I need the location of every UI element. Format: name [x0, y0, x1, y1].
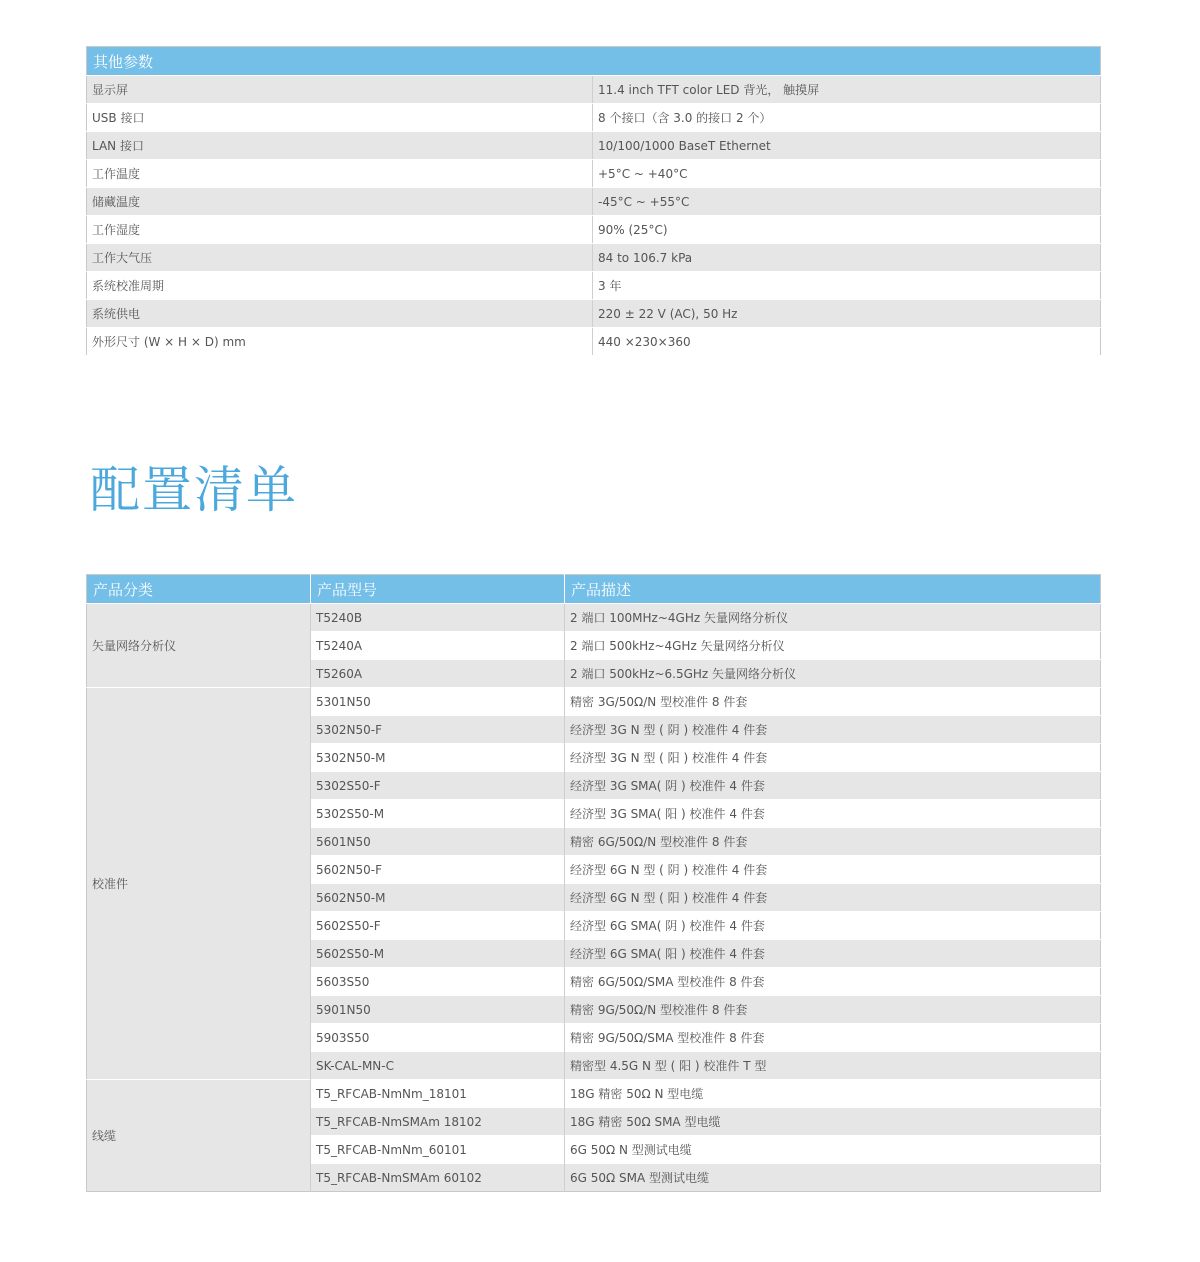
config-description: 精密 6G/50Ω/SMA 型校准件 8 件套: [565, 968, 1101, 996]
config-description: 18G 精密 50Ω N 型电缆: [565, 1080, 1101, 1108]
config-description: 经济型 6G N 型 ( 阳 ) 校准件 4 件套: [565, 884, 1101, 912]
config-model: 5901N50: [311, 996, 565, 1024]
param-value: 10/100/1000 BaseT Ethernet: [593, 132, 1101, 160]
param-row: [87, 160, 1101, 188]
param-value: 90% (25°C): [593, 216, 1101, 244]
other-params-header: 其他参数: [87, 47, 1101, 76]
config-model: 5602S50-F: [311, 912, 565, 940]
config-description: 经济型 3G N 型 ( 阴 ) 校准件 4 件套: [565, 716, 1101, 744]
config-category: 校准件: [87, 688, 311, 1080]
config-description: 精密 9G/50Ω/N 型校准件 8 件套: [565, 996, 1101, 1024]
param-label: 系统校准周期: [87, 272, 593, 300]
param-value: 220 ± 22 V (AC), 50 Hz: [593, 300, 1101, 328]
param-row: [87, 188, 1101, 216]
param-row: [87, 272, 1101, 300]
config-model: T5240A: [311, 632, 565, 660]
param-label: 工作温度: [87, 160, 593, 188]
config-list-title: 配置清单: [90, 461, 298, 519]
config-model: 5302S50-F: [311, 772, 565, 800]
config-row: [87, 604, 1101, 632]
param-label: 系统供电: [87, 300, 593, 328]
config-model: 5301N50: [311, 688, 565, 716]
config-description: 2 端口 500kHz~6.5GHz 矢量网络分析仪: [565, 660, 1101, 688]
config-model: T5_RFCAB-NmNm_18101: [311, 1080, 565, 1108]
config-description: 经济型 3G SMA( 阳 ) 校准件 4 件套: [565, 800, 1101, 828]
config-description: 经济型 3G SMA( 阴 ) 校准件 4 件套: [565, 772, 1101, 800]
config-description: 2 端口 100MHz~4GHz 矢量网络分析仪: [565, 604, 1101, 632]
config-description: 经济型 3G N 型 ( 阳 ) 校准件 4 件套: [565, 744, 1101, 772]
config-description: 精密 3G/50Ω/N 型校准件 8 件套: [565, 688, 1101, 716]
config-row: [87, 688, 1101, 716]
param-row: [87, 104, 1101, 132]
config-model: 5602N50-F: [311, 856, 565, 884]
param-row: [87, 76, 1101, 104]
param-label: LAN 接口: [87, 132, 593, 160]
config-model: 5601N50: [311, 828, 565, 856]
config-model: 5602S50-M: [311, 940, 565, 968]
param-value: -45°C ~ +55°C: [593, 188, 1101, 216]
config-description: 经济型 6G N 型 ( 阴 ) 校准件 4 件套: [565, 856, 1101, 884]
config-description: 精密型 4.5G N 型 ( 阳 ) 校准件 T 型: [565, 1052, 1101, 1080]
param-value: 3 年: [593, 272, 1101, 300]
config-model: 5302N50-M: [311, 744, 565, 772]
param-row: [87, 328, 1101, 356]
param-value: 84 to 106.7 kPa: [593, 244, 1101, 272]
config-model: T5240B: [311, 604, 565, 632]
param-label: 工作大气压: [87, 244, 593, 272]
other-params-table: [86, 46, 1101, 356]
param-value: +5°C ~ +40°C: [593, 160, 1101, 188]
param-row: [87, 132, 1101, 160]
config-model: 5302S50-M: [311, 800, 565, 828]
config-description: 6G 50Ω SMA 型测试电缆: [565, 1164, 1101, 1192]
header-description: 产品描述: [565, 575, 1101, 604]
param-value: 440 ×230×360: [593, 328, 1101, 356]
config-description: 18G 精密 50Ω SMA 型电缆: [565, 1108, 1101, 1136]
config-description: 6G 50Ω N 型测试电缆: [565, 1136, 1101, 1164]
header-category: 产品分类: [87, 575, 311, 604]
param-value: 11.4 inch TFT color LED 背光， 触摸屏: [593, 76, 1101, 104]
config-category: 线缆: [87, 1080, 311, 1192]
config-model: SK-CAL-MN-C: [311, 1052, 565, 1080]
config-model: 5302N50-F: [311, 716, 565, 744]
config-model: T5_RFCAB-NmSMAm 18102: [311, 1108, 565, 1136]
config-description: 经济型 6G SMA( 阴 ) 校准件 4 件套: [565, 912, 1101, 940]
config-description: 精密 9G/50Ω/SMA 型校准件 8 件套: [565, 1024, 1101, 1052]
config-model: T5_RFCAB-NmNm_60101: [311, 1136, 565, 1164]
param-label: 储藏温度: [87, 188, 593, 216]
param-label: 显示屏: [87, 76, 593, 104]
config-model: 5603S50: [311, 968, 565, 996]
config-model: 5602N50-M: [311, 884, 565, 912]
param-row: [87, 244, 1101, 272]
config-model: T5260A: [311, 660, 565, 688]
header-model: 产品型号: [311, 575, 565, 604]
config-category: 矢量网络分析仪: [87, 604, 311, 688]
param-label: USB 接口: [87, 104, 593, 132]
config-model: 5903S50: [311, 1024, 565, 1052]
config-model: T5_RFCAB-NmSMAm 60102: [311, 1164, 565, 1192]
param-label: 外形尺寸 (W × H × D) mm: [87, 328, 593, 356]
param-label: 工作湿度: [87, 216, 593, 244]
config-row: [87, 1080, 1101, 1108]
config-description: 经济型 6G SMA( 阳 ) 校准件 4 件套: [565, 940, 1101, 968]
config-description: 2 端口 500kHz~4GHz 矢量网络分析仪: [565, 632, 1101, 660]
param-row: [87, 300, 1101, 328]
config-list-table: [86, 574, 1101, 1192]
param-value: 8 个接口（含 3.0 的接口 2 个）: [593, 104, 1101, 132]
param-row: [87, 216, 1101, 244]
config-description: 精密 6G/50Ω/N 型校准件 8 件套: [565, 828, 1101, 856]
